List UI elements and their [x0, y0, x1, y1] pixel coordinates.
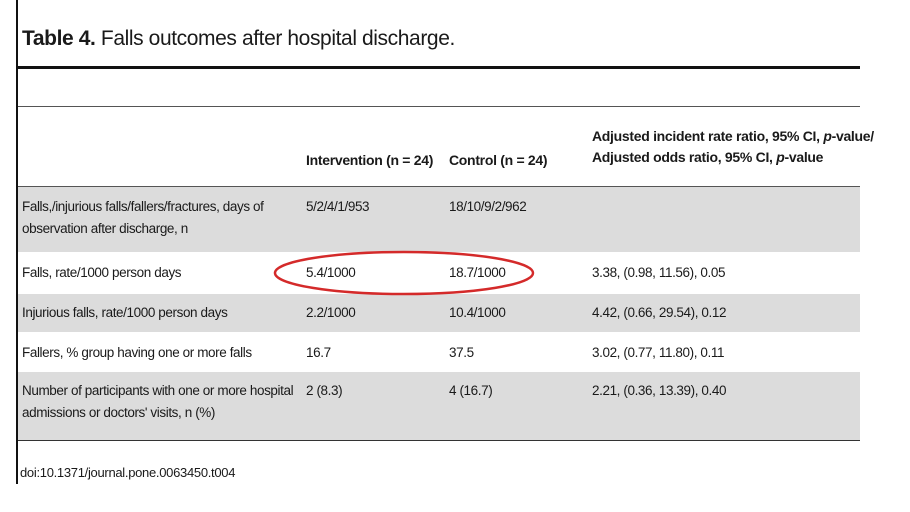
row-control-value: 18.7/1000 [449, 265, 506, 280]
row-control-value: 10.4/1000 [449, 305, 506, 320]
header-ratio-line1: Adjusted incident rate ratio, 95% CI, p-value/ [592, 128, 874, 144]
row-intervention-value: 2 (8.3) [306, 383, 343, 398]
row-ratio-value: 2.21, (0.36, 13.39), 0.40 [592, 383, 727, 398]
top-rule [18, 66, 860, 69]
header-ratio [592, 126, 874, 168]
header-intervention: Intervention (n = 24) [306, 152, 434, 168]
header-control: Control (n = 24) [449, 152, 548, 168]
table-row [18, 187, 860, 252]
row-intervention-value: 5.4/1000 [306, 265, 356, 280]
table-row [18, 332, 860, 372]
table-title-text: Falls outcomes after hospital discharge. [100, 27, 455, 50]
table-title [22, 27, 455, 51]
table-title-label: Table 4. [22, 27, 96, 50]
row-ratio-value: 3.38, (0.98, 11.56), 0.05 [592, 265, 726, 280]
row-control-value: 37.5 [449, 345, 474, 360]
table-row [18, 252, 860, 294]
row-label: Injurious falls, rate/1000 person days [22, 305, 228, 320]
header-top-rule [18, 106, 860, 107]
row-label: Number of participants with one or more hospital admissions or doctors' visits, n (%) [22, 383, 294, 420]
row-control-value: 4 (16.7) [449, 383, 493, 398]
table-row [18, 294, 860, 332]
row-ratio-value: 4.42, (0.66, 29.54), 0.12 [592, 305, 727, 320]
row-label: Fallers, % group having one or more falls [22, 345, 252, 360]
table-bottom-rule [18, 440, 860, 441]
row-ratio-value: 3.02, (0.77, 11.80), 0.11 [592, 345, 725, 360]
header-ratio-line2: Adjusted odds ratio, 95% CI, p-value [592, 149, 824, 165]
row-label: Falls, rate/1000 person days [22, 265, 182, 280]
row-intervention-value: 2.2/1000 [306, 305, 356, 320]
row-intervention-value: 16.7 [306, 345, 331, 360]
table-row [18, 372, 860, 440]
row-control-value: 18/10/9/2/962 [449, 199, 527, 214]
row-label: Falls,/injurious falls/fallers/fractures, days of observation after discharge, n [22, 199, 264, 236]
row-intervention-value: 5/2/4/1/953 [306, 199, 370, 214]
doi-caption: doi:10.1371/journal.pone.0063450.t004 [20, 465, 236, 480]
